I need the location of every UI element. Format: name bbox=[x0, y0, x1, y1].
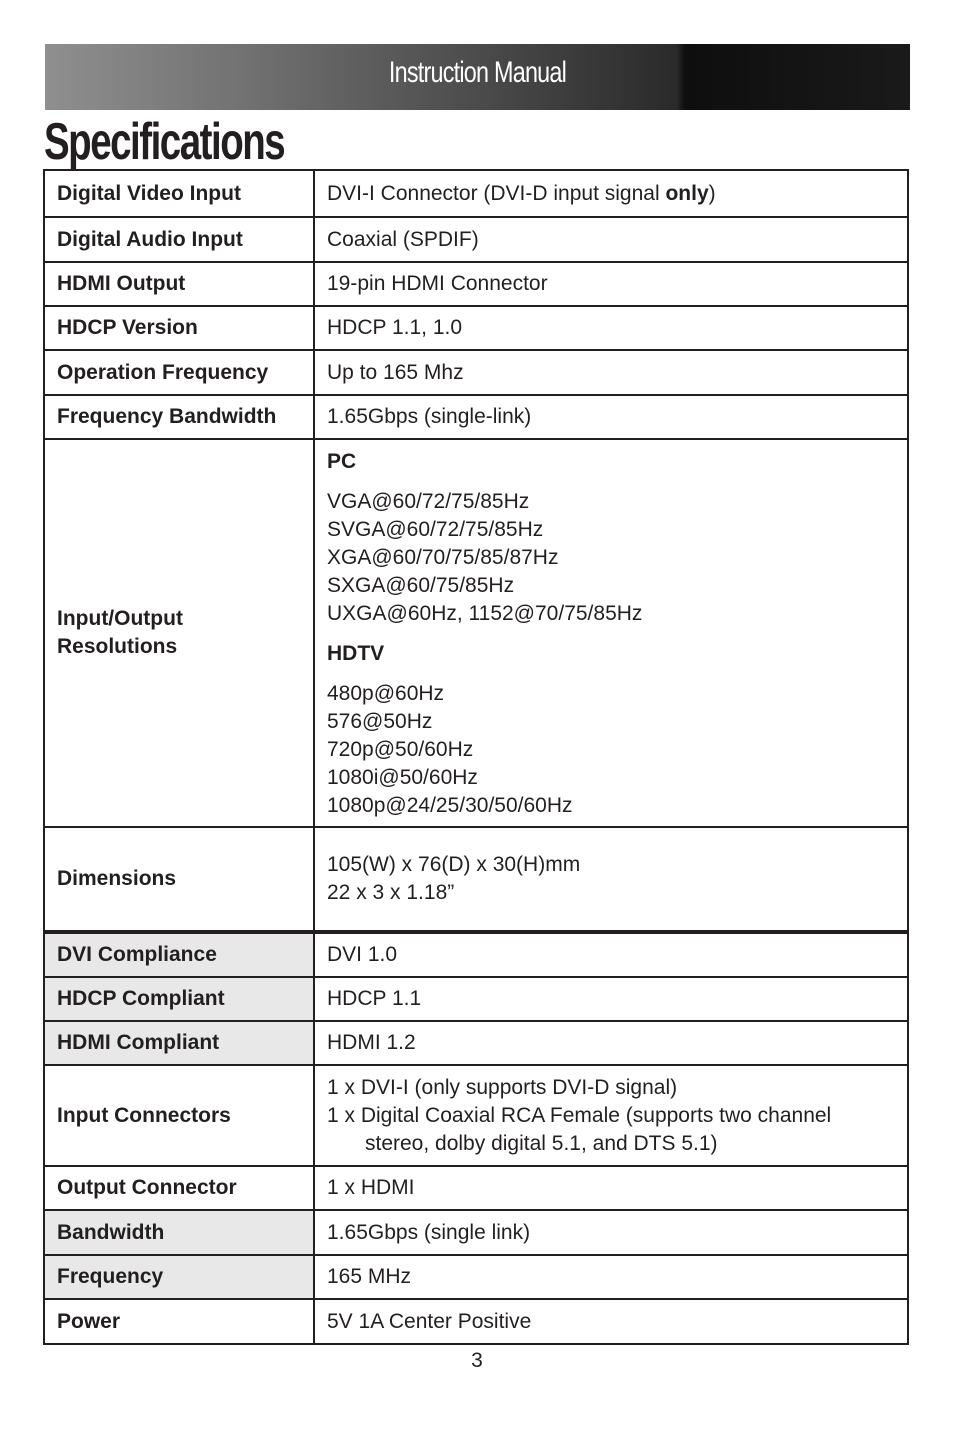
table-row bbox=[44, 977, 908, 1021]
spec-label: HDCP Version bbox=[44, 306, 314, 350]
table-row bbox=[44, 1021, 908, 1065]
spec-label: Frequency bbox=[44, 1255, 314, 1299]
table-row bbox=[44, 932, 908, 977]
spec-label-line: Resolutions bbox=[57, 635, 178, 658]
spec-label: Dimensions bbox=[44, 827, 314, 932]
spec-label bbox=[44, 439, 314, 827]
list-item: UXGA@60Hz, 1152@70/75/85Hz bbox=[327, 602, 643, 625]
list-item: XGA@60/70/75/85/87Hz bbox=[327, 546, 559, 569]
spec-label: Digital Video Input bbox=[44, 170, 314, 217]
table-row bbox=[44, 1299, 908, 1344]
spec-label: HDMI Compliant bbox=[44, 1021, 314, 1065]
spec-label: Power bbox=[44, 1299, 314, 1344]
table-row bbox=[44, 262, 908, 306]
spec-value: 165 MHz bbox=[314, 1255, 908, 1299]
hdtv-heading: HDTV bbox=[327, 642, 385, 665]
spec-label: Bandwidth bbox=[44, 1210, 314, 1255]
spec-value: DVI 1.0 bbox=[314, 932, 908, 977]
table-row bbox=[44, 1065, 908, 1166]
table-row bbox=[44, 1210, 908, 1255]
list-item: VGA@60/72/75/85Hz bbox=[327, 490, 530, 513]
list-item: SXGA@60/75/85Hz bbox=[327, 574, 515, 597]
table-row bbox=[44, 306, 908, 350]
list-item: 480p@60Hz bbox=[327, 682, 445, 705]
list-item: 720p@50/60Hz bbox=[327, 738, 474, 761]
table-row bbox=[44, 217, 908, 262]
page-title: Specifications bbox=[44, 113, 285, 171]
table-row bbox=[44, 1166, 908, 1210]
spec-label: Output Connector bbox=[44, 1166, 314, 1210]
table-row bbox=[44, 170, 908, 217]
spec-value: Coaxial (SPDIF) bbox=[314, 217, 908, 262]
spec-value: 1 x DVI-I (only supports DVI-D signal) 1 x Digital Coaxial RCA Female (supports two channel stereo, dolby digital 5.1, and DTS 5.1) bbox=[314, 1065, 908, 1166]
table-row bbox=[44, 1255, 908, 1299]
list-item: SVGA@60/72/75/85Hz bbox=[327, 518, 544, 541]
list-item: 576@50Hz bbox=[327, 710, 433, 733]
spec-label: Digital Audio Input bbox=[44, 217, 314, 262]
spec-label: Input Connectors bbox=[44, 1065, 314, 1166]
spec-value: Up to 165 Mhz bbox=[314, 350, 908, 395]
pc-heading: PC bbox=[327, 450, 357, 473]
spec-value: 1 x HDMI bbox=[314, 1166, 908, 1210]
header-title: Instruction Manual bbox=[388, 56, 567, 89]
spec-value: HDMI 1.2 bbox=[314, 1021, 908, 1065]
spec-value: 5V 1A Center Positive bbox=[314, 1299, 908, 1344]
list-item: 1080p@24/25/30/50/60Hz bbox=[327, 794, 573, 817]
table-row bbox=[44, 395, 908, 439]
header-bar bbox=[45, 44, 910, 110]
spec-value: HDCP 1.1, 1.0 bbox=[314, 306, 908, 350]
spec-label: Operation Frequency bbox=[44, 350, 314, 395]
table-row bbox=[44, 827, 908, 932]
spec-label-line: Input/Output bbox=[57, 607, 183, 630]
spec-label: Frequency Bandwidth bbox=[44, 395, 314, 439]
spec-label: DVI Compliance bbox=[44, 932, 314, 977]
table-row bbox=[44, 350, 908, 395]
table-row bbox=[44, 439, 908, 827]
spec-label: HDCP Compliant bbox=[44, 977, 314, 1021]
spec-value: 1.65Gbps (single link) bbox=[314, 1210, 908, 1255]
spec-value: 105(W) x 76(D) x 30(H)mm 22 x 3 x 1.18” bbox=[314, 827, 908, 932]
spec-value: 19-pin HDMI Connector bbox=[314, 262, 908, 306]
spec-value: DVI-I Connector (DVI-D input signal only) bbox=[314, 170, 908, 217]
spec-value: HDCP 1.1 bbox=[314, 977, 908, 1021]
list-item: 1080i@50/60Hz bbox=[327, 766, 478, 789]
spec-label: HDMI Output bbox=[44, 262, 314, 306]
page-number: 3 bbox=[471, 1349, 483, 1372]
spec-value bbox=[314, 439, 908, 827]
spec-value: 1.65Gbps (single-link) bbox=[314, 395, 908, 439]
specifications-table bbox=[43, 169, 909, 1345]
